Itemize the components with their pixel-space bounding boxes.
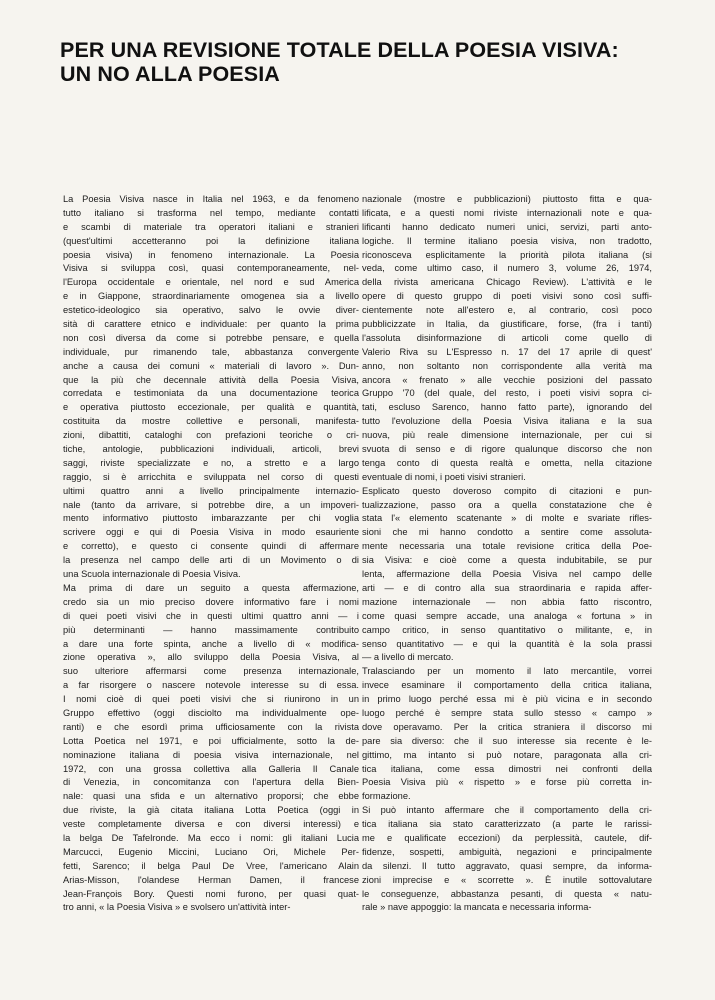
- text-line: e operativa piuttosto eccezionale, per qualità e quantità,: [63, 402, 359, 413]
- text-line: a far risorgere o nascere notevole interesse su di essa.: [63, 680, 359, 691]
- article-title: [60, 38, 680, 86]
- text-line: Poesia Visiva più « rispetto » e forse più corretta in-: [362, 777, 652, 788]
- text-line: tiche, antologie, pubblicazioni individuali, articoli, brevi: [63, 444, 359, 455]
- text-line: ancora « frenato » alle vecchie posizioni del passato: [362, 374, 652, 385]
- text-line: stata l'« elemento scatenante » di molte e svariate rifles-: [362, 513, 652, 524]
- text-line: scrivere oggi e qui di Poesia Visiva in modo esauriente: [63, 527, 359, 538]
- text-line: Gruppo '70 (del quale, del resto, i poeti visivi sopra ci-: [362, 388, 652, 399]
- text-line: zioni imprecise e « scorrette ». È inutile sottovalutare: [362, 874, 652, 885]
- right-text-column: [362, 193, 652, 915]
- text-line: Lotta Poetica nel 1971, e poi ufficialmente, sotto la de-: [63, 735, 359, 746]
- text-line: nominazione italiana di poesia visiva internazionale, nel: [63, 749, 359, 760]
- text-line: fidenze, sospetti, ambiguità, negazioni e principalmente: [362, 846, 652, 857]
- text-line: una Scuola internazionale di Poesia Visiva.: [63, 569, 241, 580]
- text-line: campo critico, in senso quantitativo o militante, e, in: [362, 624, 652, 635]
- text-line: zione operativa », allo sviluppo della Poesia Visiva, al: [63, 652, 359, 663]
- text-line: Marcucci, Eugenio Miccini, Luciano Ori, Michele Per-: [63, 846, 359, 857]
- text-line: di quei poeti visivi che in questi ultimi quattro anni — i: [63, 610, 359, 621]
- text-line: opere di questo gruppo di poeti visivi sono così suffi-: [362, 291, 652, 302]
- text-line: 1972, con una grossa collettiva alla Galleria Il Canale: [63, 763, 359, 774]
- text-line: Valerio Riva su L'Espresso n. 17 del 17 aprile di quest': [362, 346, 652, 357]
- text-line: senso quantitativo — e qui la quantità è la sola prassi: [362, 638, 652, 649]
- text-line: cientemente note all'estero e, al contrario, così poco: [362, 305, 652, 316]
- text-line: e corretto), e questo ci consente quindi di affermare: [63, 541, 359, 552]
- text-line: tica italiana, come essa dimostri nei confronti della: [362, 763, 652, 774]
- text-line: tutto italiano si trasforma nel tempo, mediante contatti: [63, 207, 359, 218]
- text-line: la presenza nel campo delle arti di un Movimento o di: [63, 555, 359, 566]
- text-line: me e qualificate eccezioni) da perplessità, cautele, dif-: [362, 832, 652, 843]
- text-line: zioni, dibattiti, cataloghi con prefazioni teoriche o cri-: [63, 430, 359, 441]
- text-line: Tralasciando per un momento il lato mercantile, vorrei: [362, 666, 652, 677]
- text-line: Esplicato questo doveroso compito di citazioni e pun-: [362, 485, 652, 496]
- text-line: corredata e testimoniata da una documentazione teorica: [63, 388, 359, 399]
- text-line: mazione internazionale — non abbia fatto riscontro,: [362, 596, 652, 607]
- text-line: tro anni, « la Poesia Visiva » e svolsero un'attività inter-: [63, 902, 291, 913]
- text-line: costituita da mostre collettive e personali, manifesta-: [63, 416, 359, 427]
- text-line: lificanti hanno dedicato numeri unici, servizi, parti anto-: [362, 221, 652, 232]
- text-line: gittimo, ma intanto si può notare, paragonata alla cri-: [362, 749, 652, 760]
- text-line: lenta, affermazione della Poesia Visiva nel campo delle: [362, 569, 652, 580]
- text-line: svuota di senso e di rigore qualunque discorso che non: [362, 444, 652, 455]
- text-line: logiche. Il termine italiano poesia visiva, non tradotto,: [362, 235, 652, 246]
- text-line: Ma prima di dare un seguito a questa affermazione,: [63, 582, 359, 593]
- text-line: rale » nave appoggio: la mancata e necessaria informa-: [362, 902, 592, 913]
- text-line: l'Europa occidentale e orientale, nel nord e sud America: [63, 277, 359, 288]
- text-line: le conseguenze, abbastanza pesanti, di questa « natu-: [362, 888, 652, 899]
- text-line: sia Visiva: e cioè come a questa indubitabile, se pur: [362, 555, 652, 566]
- text-line: due riviste, la già citata italiana Lotta Poetica (oggi in: [63, 805, 359, 816]
- text-line: mente necessaria una totale revisione critica della Poe-: [362, 541, 652, 552]
- text-line: que la più che decennale attività della Poesia Visiva,: [63, 374, 359, 385]
- text-line: tati, escluso Sarenco, hanno fatto parte), ignorando del: [362, 402, 652, 413]
- text-line: più determinanti — hanno massimamente contribuito: [63, 624, 359, 635]
- text-line: pare sia diverso: che il suo interesse sia recente è le-: [362, 735, 652, 746]
- text-line: Jean-François Bory. Questi nomi furono, per quasi quat-: [63, 888, 359, 899]
- text-line: Visiva si sviluppa così, quasi contemporaneamente, nel-: [63, 263, 359, 274]
- text-line: sioni che mi hanno condotto a sentire come assoluta-: [362, 527, 652, 538]
- text-line: mento informativo piuttosto imbarazzante per chi voglia: [63, 513, 359, 524]
- text-line: nale: quasi una sfida e un alternativo proporsi; che ebbe: [63, 791, 359, 802]
- text-line: anche a causa dei comuni « materiali di lavoro ». Dun-: [63, 360, 359, 371]
- text-line: la belga De Tafelronde. Ma ecco i nomi: gli italiani Lucia: [63, 832, 359, 843]
- text-line: — a livello di mercato.: [362, 652, 454, 663]
- text-line: e scambi di materiale tra operatori italiani e stranieri: [63, 221, 359, 232]
- text-line: I nomi cioè di quei poeti visivi che si riunirono in un: [63, 694, 359, 705]
- text-line: fetti, Sarenco; il belga Paul De Vree, l'americano Alain: [63, 860, 359, 871]
- text-line: lificata, e a questi nomi riviste internazionali note e qua-: [362, 207, 652, 218]
- text-line: pubblicizzate in Italia, da giustificare, forse, (fra i tanti): [362, 319, 652, 330]
- text-line: tica italiana sia stato caratterizzato (a parte le rarissi-: [362, 819, 652, 830]
- left-text-column: [63, 193, 359, 915]
- title-line: UN NO ALLA POESIA: [60, 62, 280, 86]
- text-line: estetico-ideologico sia operativo, salvo le ovvie diver-: [63, 305, 359, 316]
- text-line: ranti) e che esordì prima ufficiosamente con la rivista: [63, 721, 359, 732]
- text-line: Si può intanto affermare che il comportamento della cri-: [362, 805, 652, 816]
- title-line: PER UNA REVISIONE TOTALE DELLA POESIA VISIVA:: [60, 38, 619, 62]
- text-line: eventuale di nomi, i poeti visivi stranieri.: [362, 471, 526, 482]
- text-line: luogo perché è sempre stata sullo stesso « campo »: [362, 707, 652, 718]
- text-line: formazione.: [362, 791, 411, 802]
- text-line: saggi, riviste specializzate e no, a stretto e a largo: [63, 457, 359, 468]
- text-line: poesia visiva) in fenomeno internazionale. La Poesia: [63, 249, 359, 260]
- text-line: tualizzazione, passo ora a quella constatazione che è: [362, 499, 652, 510]
- text-line: veda, come ultimo caso, il numero 3, volume 26, 1974,: [362, 263, 652, 274]
- text-line: sità di carattere etnico e individuale: per quanto la prima: [63, 319, 359, 330]
- text-line: in primo luogo perché essa mi è più vicina e in secondo: [362, 694, 652, 705]
- text-line: arti — e di contro alla sua straordinaria e rapida affer-: [362, 582, 652, 593]
- text-line: nuova, più reale dimensione internazionale, per cui si: [362, 430, 652, 441]
- text-line: invece esaminare il comportamento della critica italiana,: [362, 680, 652, 691]
- text-line: dove operavamo. Per la critica straniera il discorso mi: [362, 721, 652, 732]
- text-line: Gruppo effettivo (oggi disciolto ma individualmente ope-: [63, 707, 359, 718]
- text-line: La Poesia Visiva nasce in Italia nel 1963, e da fenomeno: [63, 194, 359, 204]
- text-line: raggio, si è arricchita e sviluppata nel corso di questi: [63, 471, 359, 482]
- text-line: l'assoluta disinformazione di articoli come quello di: [362, 332, 652, 343]
- text-line: Arias-Misson, l'olandese Herman Damen, il francese: [63, 874, 359, 885]
- text-line: veste completamente diversa e con diversi interessi) e: [63, 819, 359, 830]
- text-line: riconosceva esplicitamente la priorità pilota italiana (si: [362, 249, 652, 260]
- text-line: a dare una forte spinta, anche a livello di « modifica-: [63, 638, 359, 649]
- text-line: non così diversa da come si potrebbe pensare, e quella: [63, 332, 359, 343]
- text-line: di Venezia, in concomitanza con l'apertura della Bien-: [63, 777, 359, 788]
- text-line: e in Giappone, straordinariamente omogenea sia a livello: [63, 291, 359, 302]
- text-line: tutto l'evoluzione della Poesia Visiva italiana e la sua: [362, 416, 652, 427]
- text-line: da silenzi. Il tutto aggravato, quasi sempre, da informa-: [362, 860, 652, 871]
- text-line: anno, non soltanto non corrispondente alla verità ma: [362, 360, 652, 371]
- text-line: suo ulteriore affermarsi come presenza internazionale,: [63, 666, 359, 677]
- text-line: individuale, pur rimanendo tale, abbastanza convergente: [63, 346, 359, 357]
- text-line: (quest'ultimi accetteranno poi la definizione italiana: [63, 235, 359, 246]
- text-line: nazionale (mostre e pubblicazioni) piuttosto fitta e qua-: [362, 194, 652, 204]
- text-line: nale (tanto da arrivare, si potrebbe dire, a un impoveri-: [63, 499, 359, 510]
- text-line: tenga conto di questa realtà e ometta, nella citazione: [362, 457, 652, 468]
- text-line: come quasi sempre accade, una analoga « fortuna » in: [362, 610, 652, 621]
- text-line: credo sia un mio preciso dovere informativo fare i nomi: [63, 596, 359, 607]
- text-line: della rivista americana Chicago Review). L'attività e le: [362, 277, 652, 288]
- text-line: ultimi quattro anni a livello principalmente internazio-: [63, 485, 359, 496]
